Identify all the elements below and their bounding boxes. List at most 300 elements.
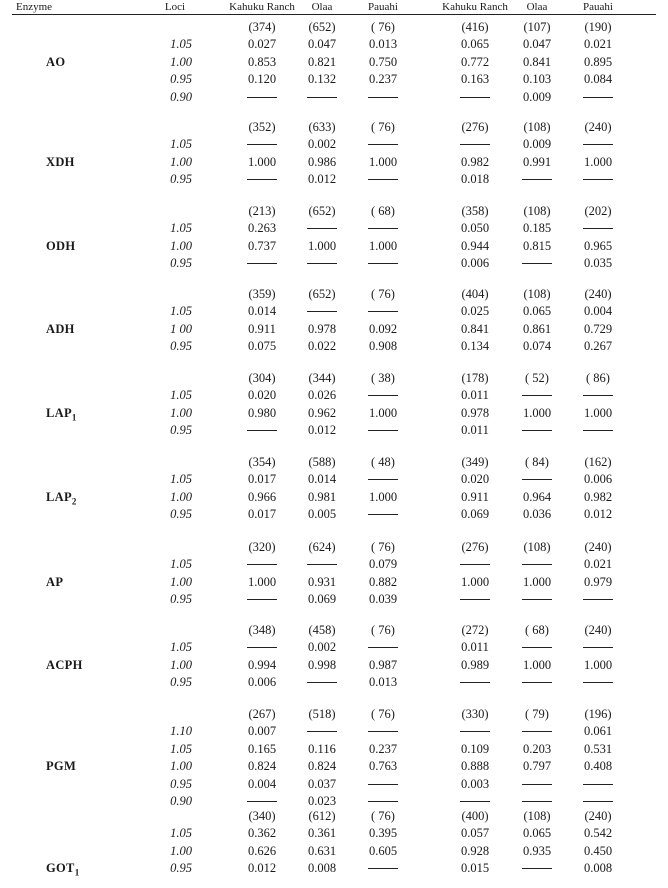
- frequency-cell: 1.000: [522, 574, 552, 589]
- frequency-cell: 1.000: [460, 574, 490, 589]
- frequency-cell: 0.626: [247, 843, 277, 858]
- frequency-cell: 0.408: [583, 759, 613, 774]
- frequency-cell: 0.013: [368, 675, 398, 690]
- locus-label: 0.95: [170, 72, 192, 87]
- frequency-cell: 0.022: [307, 339, 337, 354]
- frequency-cell: 0.750: [368, 54, 398, 69]
- frequency-cell: 0.002: [307, 137, 337, 152]
- sample-size-cell: ( 68): [371, 204, 395, 218]
- locus-label: 0.95: [170, 592, 192, 607]
- empty-dash-cell: [583, 221, 613, 229]
- sample-size-cell: ( 86): [586, 371, 610, 385]
- empty-dash-cell: [247, 256, 277, 264]
- locus-label: 1.00: [170, 154, 192, 169]
- enzyme-name: ODH: [46, 238, 76, 253]
- frequency-cell: 0.737: [247, 238, 277, 253]
- locus-label: 1.00: [170, 54, 192, 69]
- empty-dash-cell: [247, 172, 277, 180]
- locus-label: 1.05: [170, 37, 192, 52]
- empty-dash-cell: [583, 137, 613, 145]
- frequency-cell: 0.935: [522, 843, 552, 858]
- empty-dash-cell: [368, 472, 398, 480]
- empty-dash-cell: [522, 861, 552, 869]
- sample-size-cell: (359): [248, 287, 276, 301]
- frequency-cell: 0.163: [460, 72, 490, 87]
- frequency-cell: 0.021: [583, 557, 613, 572]
- frequency-cell: 0.109: [460, 741, 490, 756]
- frequency-cell: 0.037: [307, 776, 337, 791]
- frequency-cell: 0.069: [307, 592, 337, 607]
- frequency-cell: 0.824: [307, 759, 337, 774]
- frequency-cell: 0.450: [583, 843, 613, 858]
- sample-size-cell: (240): [584, 623, 612, 637]
- frequency-cell: 0.978: [460, 405, 490, 420]
- frequency-cell: 0.989: [460, 657, 490, 672]
- sample-size-cell: (612): [308, 809, 336, 823]
- enzyme-name: ADH: [46, 321, 75, 336]
- sample-size-cell: (272): [461, 623, 489, 637]
- group1-pauahi-header: Pauahi: [368, 1, 398, 13]
- sample-size-cell: (633): [308, 120, 336, 134]
- frequency-cell: 0.013: [368, 37, 398, 52]
- frequency-cell: 0.047: [522, 37, 552, 52]
- frequency-cell: 1.000: [368, 489, 398, 504]
- enzyme-header: Enzyme: [16, 1, 53, 13]
- sample-size-cell: (202): [584, 204, 612, 218]
- frequency-cell: 0.092: [368, 321, 398, 336]
- frequency-cell: 0.861: [522, 321, 552, 336]
- sample-size-cell: (320): [248, 540, 276, 554]
- frequency-cell: 0.057: [460, 826, 490, 841]
- empty-dash-cell: [583, 172, 613, 180]
- sample-size-cell: (276): [461, 120, 489, 134]
- sample-size-cell: (178): [461, 371, 489, 385]
- empty-dash-cell: [583, 640, 613, 648]
- frequency-cell: 0.006: [460, 256, 490, 271]
- empty-dash-cell: [247, 90, 277, 98]
- sample-size-cell: ( 68): [525, 623, 549, 637]
- empty-dash-cell: [460, 137, 490, 145]
- sample-size-cell: (240): [584, 120, 612, 134]
- sample-size-cell: (352): [248, 120, 276, 134]
- sample-size-cell: (354): [248, 455, 276, 469]
- sample-size-cell: (416): [461, 20, 489, 34]
- empty-dash-cell: [522, 388, 552, 396]
- frequency-cell: 0.021: [583, 37, 613, 52]
- sample-size-cell: (276): [461, 540, 489, 554]
- frequency-cell: 0.841: [522, 54, 552, 69]
- frequency-cell: 0.362: [247, 826, 277, 841]
- locus-label: 0.95: [170, 339, 192, 354]
- empty-dash-cell: [460, 557, 490, 565]
- locus-label: 1.05: [170, 304, 192, 319]
- locus-label: 1.00: [170, 238, 192, 253]
- frequency-cell: 0.888: [460, 759, 490, 774]
- frequency-cell: 1.000: [247, 154, 277, 169]
- enzyme-label: [46, 658, 83, 672]
- group1-kahuku-header: Kahuku Ranch: [229, 1, 295, 13]
- frequency-cell: 0.008: [307, 861, 337, 876]
- enzyme-name: PGM: [46, 759, 77, 774]
- frequency-cell: 0.012: [247, 861, 277, 876]
- locus-label: 1.00: [170, 405, 192, 420]
- empty-dash-cell: [307, 675, 337, 683]
- sample-size-cell: ( 76): [371, 540, 395, 554]
- frequency-cell: 1.000: [522, 405, 552, 420]
- frequency-cell: 0.005: [307, 507, 337, 522]
- locus-label: 0.95: [170, 776, 192, 791]
- sample-size-cell: (108): [523, 120, 551, 134]
- locus-label: 0.95: [170, 507, 192, 522]
- frequency-cell: 0.017: [247, 507, 277, 522]
- locus-label: 1.05: [170, 472, 192, 487]
- empty-dash-cell: [522, 675, 552, 683]
- frequency-cell: 0.050: [460, 221, 490, 236]
- frequency-cell: 1.000: [307, 238, 337, 253]
- locus-label: 1 00: [170, 321, 192, 336]
- empty-dash-cell: [368, 172, 398, 180]
- frequency-cell: 0.965: [583, 238, 613, 253]
- frequency-cell: 0.002: [307, 640, 337, 655]
- sample-size-cell: (348): [248, 623, 276, 637]
- frequency-cell: 0.763: [368, 759, 398, 774]
- empty-dash-cell: [368, 640, 398, 648]
- frequency-cell: 0.185: [522, 221, 552, 236]
- empty-dash-cell: [522, 592, 552, 600]
- sample-size-cell: (108): [523, 204, 551, 218]
- enzyme-name: GOT: [46, 861, 75, 876]
- frequency-cell: 0.009: [522, 137, 552, 152]
- sample-size-cell: ( 48): [371, 455, 395, 469]
- frequency-cell: 0.120: [247, 72, 277, 87]
- sample-size-cell: (358): [461, 204, 489, 218]
- sample-size-cell: ( 52): [525, 371, 549, 385]
- sample-size-cell: (624): [308, 540, 336, 554]
- empty-dash-cell: [583, 90, 613, 98]
- empty-dash-cell: [368, 861, 398, 869]
- empty-dash-cell: [368, 423, 398, 431]
- frequency-cell: 0.962: [307, 405, 337, 420]
- empty-dash-cell: [522, 172, 552, 180]
- frequency-cell: 0.821: [307, 54, 337, 69]
- enzyme-name: LAP: [46, 489, 72, 504]
- sample-size-cell: (374): [248, 20, 276, 34]
- empty-dash-cell: [368, 507, 398, 515]
- empty-dash-cell: [368, 90, 398, 98]
- group2-kahuku-header: Kahuku Ranch: [442, 1, 508, 13]
- frequency-cell: 0.944: [460, 238, 490, 253]
- empty-dash-cell: [460, 592, 490, 600]
- empty-dash-cell: [460, 675, 490, 683]
- frequency-cell: 0.729: [583, 321, 613, 336]
- frequency-cell: 0.007: [247, 724, 277, 739]
- frequency-cell: 0.772: [460, 54, 490, 69]
- sample-size-cell: ( 84): [525, 455, 549, 469]
- frequency-cell: 0.998: [307, 657, 337, 672]
- frequency-cell: 0.982: [460, 154, 490, 169]
- locus-label: 1.05: [170, 640, 192, 655]
- sample-size-cell: (107): [523, 20, 551, 34]
- sample-size-cell: (518): [308, 707, 336, 721]
- enzyme-label: [46, 759, 76, 773]
- frequency-cell: 0.084: [583, 72, 613, 87]
- frequency-cell: 0.395: [368, 826, 398, 841]
- sample-size-cell: (240): [584, 809, 612, 823]
- locus-label: 0.95: [170, 172, 192, 187]
- frequency-cell: 0.065: [522, 826, 552, 841]
- frequency-cell: 0.065: [522, 304, 552, 319]
- empty-dash-cell: [522, 256, 552, 264]
- sample-size-cell: (190): [584, 20, 612, 34]
- frequency-cell: 0.824: [247, 759, 277, 774]
- frequency-cell: 0.979: [583, 574, 613, 589]
- frequency-cell: 0.237: [368, 72, 398, 87]
- empty-dash-cell: [583, 794, 613, 802]
- locus-label: 0.95: [170, 861, 192, 876]
- frequency-cell: 0.061: [583, 724, 613, 739]
- frequency-cell: 0.035: [583, 256, 613, 271]
- frequency-cell: 1.000: [583, 405, 613, 420]
- sample-size-cell: (196): [584, 707, 612, 721]
- empty-dash-cell: [583, 592, 613, 600]
- empty-dash-cell: [368, 794, 398, 802]
- sample-size-cell: (340): [248, 809, 276, 823]
- frequency-cell: 0.911: [461, 489, 489, 504]
- frequency-cell: 0.542: [583, 826, 613, 841]
- empty-dash-cell: [247, 592, 277, 600]
- empty-dash-cell: [583, 423, 613, 431]
- enzyme-name: AO: [46, 54, 66, 69]
- locus-label: 1.05: [170, 741, 192, 756]
- frequency-cell: 0.986: [307, 154, 337, 169]
- enzyme-name: AP: [46, 574, 64, 589]
- frequency-cell: 0.931: [307, 574, 337, 589]
- frequency-cell: 0.012: [307, 423, 337, 438]
- frequency-cell: 0.134: [460, 339, 490, 354]
- enzyme-label: [46, 55, 65, 69]
- empty-dash-cell: [460, 90, 490, 98]
- sample-size-cell: ( 76): [371, 287, 395, 301]
- frequency-cell: 0.023: [307, 794, 337, 808]
- frequency-cell: 0.020: [247, 388, 277, 403]
- frequency-cell: 0.006: [247, 675, 277, 690]
- frequency-cell: 0.039: [368, 592, 398, 607]
- enzyme-subscript: 2: [71, 496, 77, 507]
- locus-label: 1.05: [170, 388, 192, 403]
- frequency-cell: 1.000: [583, 657, 613, 672]
- frequency-cell: 0.987: [368, 657, 398, 672]
- empty-dash-cell: [368, 137, 398, 145]
- enzyme-subscript: 1: [71, 412, 77, 423]
- sample-size-cell: (304): [248, 371, 276, 385]
- locus-label: 1.05: [170, 137, 192, 152]
- empty-dash-cell: [522, 423, 552, 431]
- locus-label: 0.90: [170, 89, 192, 104]
- sample-size-cell: (404): [461, 287, 489, 301]
- frequency-cell: 0.994: [247, 657, 277, 672]
- frequency-cell: 0.003: [460, 776, 490, 791]
- frequency-cell: 0.841: [460, 321, 490, 336]
- sample-size-cell: ( 76): [371, 707, 395, 721]
- empty-dash-cell: [247, 423, 277, 431]
- locus-label: 0.95: [170, 256, 192, 271]
- empty-dash-cell: [307, 90, 337, 98]
- frequency-cell: 0.928: [460, 843, 490, 858]
- frequency-cell: 0.267: [583, 339, 613, 354]
- sample-size-cell: (458): [308, 623, 336, 637]
- frequency-cell: 0.978: [307, 321, 337, 336]
- frequency-cell: 0.263: [247, 221, 277, 236]
- frequency-cell: 0.047: [307, 37, 337, 52]
- locus-label: 1.00: [170, 574, 192, 589]
- empty-dash-cell: [247, 640, 277, 648]
- frequency-cell: 0.036: [522, 507, 552, 522]
- frequency-cell: 0.116: [308, 741, 336, 756]
- frequency-cell: 0.014: [247, 304, 277, 319]
- empty-dash-cell: [307, 256, 337, 264]
- frequency-cell: 1.000: [522, 657, 552, 672]
- frequency-cell: 0.012: [307, 172, 337, 187]
- frequency-cell: 0.006: [583, 472, 613, 487]
- frequency-cell: 0.981: [307, 489, 337, 504]
- frequency-cell: 0.075: [247, 339, 277, 354]
- frequency-cell: 1.000: [368, 405, 398, 420]
- frequency-cell: 1.000: [583, 154, 613, 169]
- frequency-cell: 0.014: [307, 472, 337, 487]
- empty-dash-cell: [368, 304, 398, 312]
- frequency-cell: 0.980: [247, 405, 277, 420]
- sample-size-cell: (588): [308, 455, 336, 469]
- sample-size-cell: ( 76): [371, 623, 395, 637]
- frequency-cell: 0.605: [368, 843, 398, 858]
- empty-dash-cell: [368, 388, 398, 396]
- enzyme-label: [46, 575, 63, 589]
- frequency-cell: 1.000: [247, 574, 277, 589]
- loci-header: Loci: [164, 1, 186, 13]
- sample-size-cell: (652): [308, 287, 336, 301]
- group1-olaa-header: Olaa: [311, 1, 333, 13]
- sample-size-cell: (652): [308, 204, 336, 218]
- enzyme-label: [46, 861, 80, 880]
- enzyme-name: LAP: [46, 405, 72, 420]
- frequency-cell: 0.631: [307, 843, 337, 858]
- frequency-cell: 0.009: [522, 89, 552, 104]
- sample-size-cell: (213): [248, 204, 276, 218]
- frequency-cell: 0.012: [583, 507, 613, 522]
- frequency-cell: 0.882: [368, 574, 398, 589]
- frequency-cell: 0.132: [307, 72, 337, 87]
- sample-size-cell: (267): [248, 707, 276, 721]
- header-rule: [12, 14, 656, 15]
- empty-dash-cell: [583, 388, 613, 396]
- empty-dash-cell: [460, 794, 490, 802]
- sample-size-cell: ( 38): [371, 371, 395, 385]
- frequency-cell: 0.203: [522, 741, 552, 756]
- frequency-cell: 0.815: [522, 238, 552, 253]
- frequency-cell: 0.011: [461, 423, 489, 438]
- enzyme-label: [46, 490, 77, 509]
- frequency-cell: 0.027: [247, 37, 277, 52]
- frequency-cell: 0.004: [583, 304, 613, 319]
- empty-dash-cell: [247, 794, 277, 802]
- sample-size-cell: (240): [584, 287, 612, 301]
- sample-size-cell: (400): [461, 809, 489, 823]
- empty-dash-cell: [307, 724, 337, 732]
- frequency-cell: 0.797: [522, 759, 552, 774]
- frequency-cell: 0.531: [583, 741, 613, 756]
- frequency-cell: 0.911: [248, 321, 276, 336]
- frequency-cell: 0.008: [583, 861, 613, 876]
- frequency-cell: 0.065: [460, 37, 490, 52]
- empty-dash-cell: [307, 557, 337, 565]
- frequency-cell: 0.853: [247, 54, 277, 69]
- frequency-cell: 1.000: [368, 154, 398, 169]
- frequency-cell: 0.079: [368, 557, 398, 572]
- frequency-cell: 0.020: [460, 472, 490, 487]
- frequency-cell: 0.011: [461, 640, 489, 655]
- frequency-cell: 0.991: [522, 154, 552, 169]
- empty-dash-cell: [522, 794, 552, 802]
- frequency-cell: 0.069: [460, 507, 490, 522]
- locus-label: 1.00: [170, 657, 192, 672]
- frequency-cell: 0.018: [460, 172, 490, 187]
- empty-dash-cell: [522, 557, 552, 565]
- empty-dash-cell: [368, 724, 398, 732]
- frequency-cell: 0.103: [522, 72, 552, 87]
- empty-dash-cell: [307, 304, 337, 312]
- empty-dash-cell: [583, 675, 613, 683]
- empty-dash-cell: [522, 640, 552, 648]
- enzyme-label: [46, 155, 75, 169]
- sample-size-cell: (162): [584, 455, 612, 469]
- frequency-cell: 0.004: [247, 776, 277, 791]
- sample-size-cell: (349): [461, 455, 489, 469]
- frequency-cell: 0.908: [368, 339, 398, 354]
- sample-size-cell: (652): [308, 20, 336, 34]
- frequency-cell: 0.074: [522, 339, 552, 354]
- frequency-cell: 0.982: [583, 489, 613, 504]
- sample-size-cell: ( 76): [371, 120, 395, 134]
- group2-olaa-header: Olaa: [526, 1, 548, 13]
- sample-size-cell: (344): [308, 371, 336, 385]
- locus-label: 1.00: [170, 843, 192, 858]
- group2-pauahi-header: Pauahi: [583, 1, 613, 13]
- sample-size-cell: ( 79): [525, 707, 549, 721]
- locus-label: 0.95: [170, 675, 192, 690]
- empty-dash-cell: [368, 256, 398, 264]
- locus-label: 1.05: [170, 221, 192, 236]
- locus-label: 1.10: [170, 724, 192, 739]
- locus-label: 1.00: [170, 489, 192, 504]
- frequency-cell: 0.025: [460, 304, 490, 319]
- frequency-cell: 0.966: [247, 489, 277, 504]
- locus-label: 0.95: [170, 423, 192, 438]
- empty-dash-cell: [522, 472, 552, 480]
- locus-label: 1.05: [170, 557, 192, 572]
- frequency-cell: 0.361: [307, 826, 337, 841]
- empty-dash-cell: [247, 557, 277, 565]
- frequency-cell: 0.895: [583, 54, 613, 69]
- frequency-cell: 1.000: [368, 238, 398, 253]
- empty-dash-cell: [368, 777, 398, 785]
- enzyme-label: [46, 322, 75, 336]
- frequency-cell: 0.026: [307, 388, 337, 403]
- frequency-cell: 0.015: [460, 861, 490, 876]
- sample-size-cell: (330): [461, 707, 489, 721]
- empty-dash-cell: [460, 724, 490, 732]
- locus-label: 0.90: [170, 794, 192, 808]
- locus-label: 1.00: [170, 759, 192, 774]
